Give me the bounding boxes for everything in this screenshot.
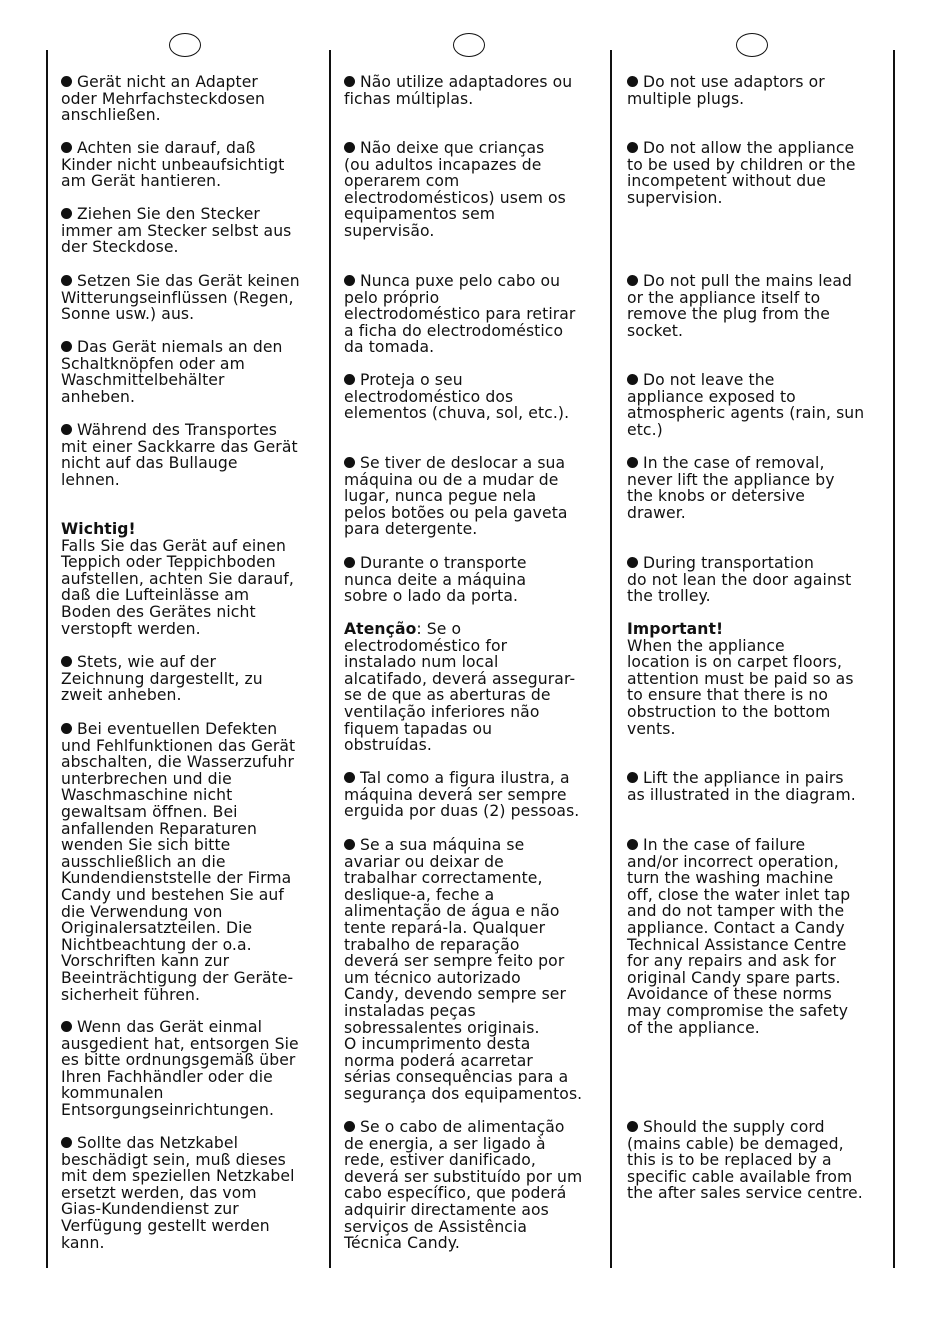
- column-rule-middle-left: [329, 50, 331, 1268]
- bullet-dot-icon: [61, 76, 72, 87]
- instruction-item-pt: [344, 770, 579, 820]
- bullet-dot-icon: [61, 208, 72, 219]
- instruction-item-en: [627, 455, 835, 521]
- instruction-item-de: [61, 206, 291, 256]
- bullet-dot-icon: [627, 1121, 638, 1132]
- bullet-dot-icon: [344, 374, 355, 385]
- instruction-text: Wenn das Gerät einmal ausgedient hat, entsorgen Sie es bitte ordnungsgemäß über Ihren Fachhändler oder die kommunalen Entsorgungseinrichtungen.: [61, 1018, 299, 1119]
- instruction-text: Während des Transportes mit einer Sackkarre das Gerät nicht auf das Bullauge lehnen.: [61, 421, 298, 489]
- instruction-item-en: [627, 621, 854, 737]
- instruction-text: Tal como a figura ilustra, a máquina deverá ser sempre erguida por duas (2) pessoas.: [344, 769, 580, 821]
- bullet-dot-icon: [627, 457, 638, 468]
- language-circle-icon: [169, 33, 201, 57]
- instruction-item-en: [627, 372, 864, 438]
- instruction-text: Se o cabo de alimentação de energia, a ser ligado à rede, estiver danificado, deverá ser substituído por um cabo específico, que poderá adquirir directamente aos serviços de Assistência Técnica Candy.: [344, 1118, 583, 1253]
- instruction-item-pt: [344, 140, 566, 240]
- instruction-text: Ziehen Sie den Stecker immer am Stecker selbst aus der Steckdose.: [61, 205, 292, 257]
- instruction-item-de: [61, 1019, 299, 1119]
- instruction-text: Achten sie darauf, daß Kinder nicht unbeaufsichtigt am Gerät hantieren.: [61, 139, 285, 191]
- instruction-item-pt: [344, 455, 568, 538]
- instruction-item-de: [61, 1135, 295, 1251]
- instruction-text: Sollte das Netzkabel beschädigt sein, muß dieses mit dem speziellen Netzkabel ersetzt werden, das vom Gias-Kundendienst zur Verfügung gestellt werden kann.: [61, 1134, 295, 1252]
- instruction-item-de: [61, 654, 263, 704]
- bullet-dot-icon: [344, 142, 355, 153]
- instruction-text: Do not use adaptors or multiple plugs.: [627, 73, 825, 108]
- bullet-dot-icon: [344, 457, 355, 468]
- instruction-text: Proteja o seu electrodoméstico dos elementos (chuva, sol, etc.).: [344, 371, 570, 423]
- bullet-dot-icon: [61, 275, 72, 286]
- column-rule-right: [893, 50, 895, 1268]
- instruction-text: Nunca puxe pelo cabo ou pelo próprio electrodoméstico para retirar a ficha do electrodoméstico da tomada.: [344, 272, 576, 357]
- instruction-item-pt: [344, 74, 572, 107]
- instruction-text: Se a sua máquina se avariar ou deixar de trabalhar correctamente, deslique-a, feche a alimentação de água e não tente repará-la. Qualquer trabalho de reparação deverá ser sempre feito por um técnico autorizado Candy, devendo sempre ser instaladas peças sobressalentes originais. O incumprimento desta norma poderá acarretar sérias consequências para a segurança dos equipamentos.: [344, 836, 583, 1103]
- instruction-item-pt: [344, 555, 527, 605]
- language-circle-icon: [736, 33, 768, 57]
- bullet-dot-icon: [627, 839, 638, 850]
- instruction-item-en: [627, 74, 825, 107]
- bullet-dot-icon: [61, 341, 72, 352]
- instruction-text: Das Gerät niemals an den Schaltknöpfen oder am Waschmittelbehälter anheben.: [61, 338, 283, 406]
- bullet-dot-icon: [61, 142, 72, 153]
- instruction-item-de: [61, 422, 298, 488]
- instruction-item-en: [627, 273, 852, 339]
- instruction-item-en: [627, 1119, 863, 1202]
- instruction-text: Gerät nicht an Adapter oder Mehrfachsteckdosen anschließen.: [61, 73, 266, 125]
- bullet-dot-icon: [627, 76, 638, 87]
- instruction-item-en: [627, 770, 856, 803]
- instruction-text: Não deixe que crianças (ou adultos incapazes de operarem com electrodomésticos) usem os equipamentos sem supervisão.: [344, 139, 566, 240]
- bullet-dot-icon: [344, 76, 355, 87]
- instruction-item-de: [61, 339, 283, 405]
- instruction-text: Se tiver de deslocar a sua máquina ou de a mudar de lugar, nunca pegue nela pelos botões ou pela gaveta para detergente.: [344, 454, 568, 539]
- instruction-item-de: [61, 140, 284, 190]
- instruction-text: Durante o transporte nunca deite a máquina sobre o lado da porta.: [344, 554, 527, 606]
- instruction-text: Bei eventuellen Defekten und Fehlfunktionen das Gerät abschalten, die Wasserzufuhr unterbrechen und die Waschmaschine nicht gewaltsam öffnen. Bei anfallenden Reparaturen wenden Sie sich bitte ausschließlich an die Kundendienststelle der Firma Candy und bestehen Sie auf die Verwendung von Originalersatzteilen. Die Nichtbeachtung der o.a. Vorschriften kann zur Beeinträchtigung der Geräte- sicherheit führen.: [61, 720, 296, 1004]
- instruction-text: When the appliance location is on carpet floors, attention must be paid so as to ensure that there is no obstruction to the bottom vents.: [627, 636, 854, 738]
- instruction-item-pt: [344, 372, 569, 422]
- language-circle-icon: [453, 33, 485, 57]
- instruction-item-de: [61, 721, 295, 1003]
- instruction-text: Lift the appliance in pairs as illustrated in the diagram.: [627, 769, 856, 804]
- instruction-item-en: [627, 555, 851, 605]
- instruction-item-pt: [344, 273, 575, 356]
- warning-heading: Wichtig!: [61, 520, 136, 538]
- instruction-text: Stets, wie auf der Zeichnung dargestellt, zu zweit anheben.: [61, 653, 263, 705]
- instruction-item-en: [627, 140, 856, 206]
- bullet-dot-icon: [627, 557, 638, 568]
- bullet-dot-icon: [627, 275, 638, 286]
- bullet-dot-icon: [344, 839, 355, 850]
- warning-heading: Important!: [627, 620, 724, 638]
- instruction-item-de: [61, 273, 300, 323]
- bullet-dot-icon: [344, 1121, 355, 1132]
- instruction-text: Do not pull the mains lead or the appliance itself to remove the plug from the socket.: [627, 272, 852, 340]
- instruction-item-pt: [344, 837, 582, 1103]
- bullet-dot-icon: [627, 142, 638, 153]
- instruction-text: : Se o electrodoméstico for instalado num local alcatifado, deverá assegurar- se de que as aberturas de ventilação inferiores não fiquem tapadas ou obstruídas.: [344, 620, 576, 755]
- instruction-item-de: [61, 521, 294, 637]
- column-rule-left: [46, 50, 48, 1268]
- bullet-dot-icon: [61, 723, 72, 734]
- instruction-text: In the case of failure and/or incorrect operation, turn the washing machine off, close the water inlet tap and do not tamper with the appliance. Contact a Candy Technical Assistance Centre for any repairs and ask for original Candy spare parts. Avoidance of these norms may compromise the safety of the appliance.: [627, 836, 851, 1037]
- instruction-item-de: [61, 74, 265, 124]
- instruction-item-pt: [344, 621, 575, 754]
- column-rule-middle-right: [610, 50, 612, 1268]
- bullet-dot-icon: [61, 1137, 72, 1148]
- instruction-text: Setzen Sie das Gerät keinen Witterungseinflüssen (Regen, Sonne usw.) aus.: [61, 272, 300, 324]
- instruction-item-pt: [344, 1119, 582, 1252]
- instruction-item-en: [627, 837, 850, 1036]
- bullet-dot-icon: [344, 275, 355, 286]
- bullet-dot-icon: [61, 1021, 72, 1032]
- instruction-text: Do not leave the appliance exposed to atmospheric agents (rain, sun etc.): [627, 371, 865, 439]
- bullet-dot-icon: [627, 374, 638, 385]
- instruction-text: During transportation do not lean the door against the trolley.: [627, 554, 852, 606]
- bullet-dot-icon: [61, 656, 72, 667]
- bullet-dot-icon: [344, 772, 355, 783]
- instruction-text: Do not allow the appliance to be used by children or the incompetent without due supervision.: [627, 139, 856, 207]
- warning-heading: Atenção: [344, 620, 417, 638]
- instruction-text: Não utilize adaptadores ou fichas múltiplas.: [344, 73, 573, 108]
- bullet-dot-icon: [627, 772, 638, 783]
- instruction-text: Falls Sie das Gerät auf einen Teppich oder Teppichboden aufstellen, achten Sie darauf, daß die Lufteinlässe am Boden des Gerätes nicht verstopft werden.: [61, 536, 294, 638]
- bullet-dot-icon: [61, 424, 72, 435]
- bullet-dot-icon: [344, 557, 355, 568]
- instruction-text: Should the supply cord (mains cable) be demaged, this is to be replaced by a specific cable available from the after sales service centre.: [627, 1118, 863, 1203]
- instruction-text: In the case of removal, never lift the appliance by the knobs or detersive drawer.: [627, 454, 835, 522]
